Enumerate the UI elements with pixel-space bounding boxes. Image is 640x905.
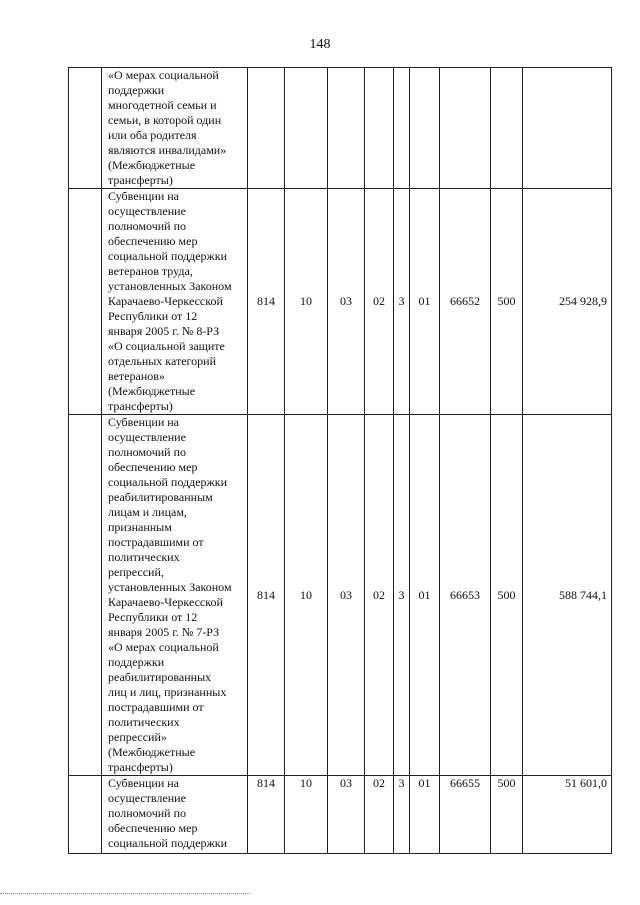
- budget-table: [68, 67, 612, 854]
- direction-cell: 66655: [440, 776, 491, 854]
- program-cell: [365, 68, 394, 189]
- subsection-cell: [328, 68, 365, 189]
- ministry-cell: 814: [248, 776, 285, 854]
- index-cell: [69, 776, 102, 854]
- subprogram-cell: 3: [394, 415, 410, 776]
- subprogram-cell: 3: [394, 189, 410, 415]
- page-number: 148: [309, 37, 331, 52]
- section-cell: 10: [285, 189, 328, 415]
- index-cell: [69, 68, 102, 189]
- table-row: [69, 68, 612, 189]
- table-row: [69, 189, 612, 415]
- section-cell: [285, 68, 328, 189]
- ministry-cell: [248, 68, 285, 189]
- direction-cell: [440, 68, 491, 189]
- index-cell: [69, 415, 102, 776]
- direction-cell: 66653: [440, 415, 491, 776]
- event-cell: 01: [410, 776, 440, 854]
- footer-divider: [0, 893, 250, 894]
- subsection-cell: 03: [328, 415, 365, 776]
- program-cell: 02: [365, 189, 394, 415]
- event-cell: 01: [410, 189, 440, 415]
- ministry-cell: 814: [248, 189, 285, 415]
- expense-type-cell: 500: [491, 189, 523, 415]
- subprogram-cell: [394, 68, 410, 189]
- program-cell: 02: [365, 776, 394, 854]
- amount-cell: 254 928,9: [523, 189, 612, 415]
- event-cell: 01: [410, 415, 440, 776]
- table-row: [69, 415, 612, 776]
- subsection-cell: 03: [328, 776, 365, 854]
- row-name-cell: «О мерах социальной поддержки многодетной семьи и семьи, в которой один или оба родителя являются инвалидами» (Межбюджетные трансферты): [102, 68, 248, 189]
- table-row: [69, 776, 612, 854]
- expense-type-cell: 500: [491, 415, 523, 776]
- expense-type-cell: [491, 68, 523, 189]
- row-name-cell: Субвенции на осуществление полномочий по обеспечению мер социальной поддержки ветеранов труда, установленных Законом Карачаево-Черкесской Республики от 12 января 2005 г. № 8-РЗ «О социальной защите отдельных категорий ветеранов» (Межбюджетные трансферты): [102, 189, 248, 415]
- expense-type-cell: 500: [491, 776, 523, 854]
- direction-cell: 66652: [440, 189, 491, 415]
- event-cell: [410, 68, 440, 189]
- row-name-cell: Субвенции на осуществление полномочий по обеспечению мер социальной поддержки: [102, 776, 248, 854]
- amount-cell: 588 744,1: [523, 415, 612, 776]
- subprogram-cell: 3: [394, 776, 410, 854]
- amount-cell: 51 601,0: [523, 776, 612, 854]
- subsection-cell: 03: [328, 189, 365, 415]
- index-cell: [69, 189, 102, 415]
- amount-cell: [523, 68, 612, 189]
- section-cell: 10: [285, 776, 328, 854]
- row-name-cell: Субвенции на осуществление полномочий по обеспечению мер социальной поддержки реабилитированным лицам и лицам, признанным пострадавшими от политических репрессий, установленных Законом Карачаево-Черкесской Республики от 12 января 2005 г. № 7-РЗ «О мерах социальной поддержки реабилитированных лиц и лиц, признанных пострадавшими от политических репрессий» (Межбюджетные трансферты): [102, 415, 248, 776]
- ministry-cell: 814: [248, 415, 285, 776]
- section-cell: 10: [285, 415, 328, 776]
- program-cell: 02: [365, 415, 394, 776]
